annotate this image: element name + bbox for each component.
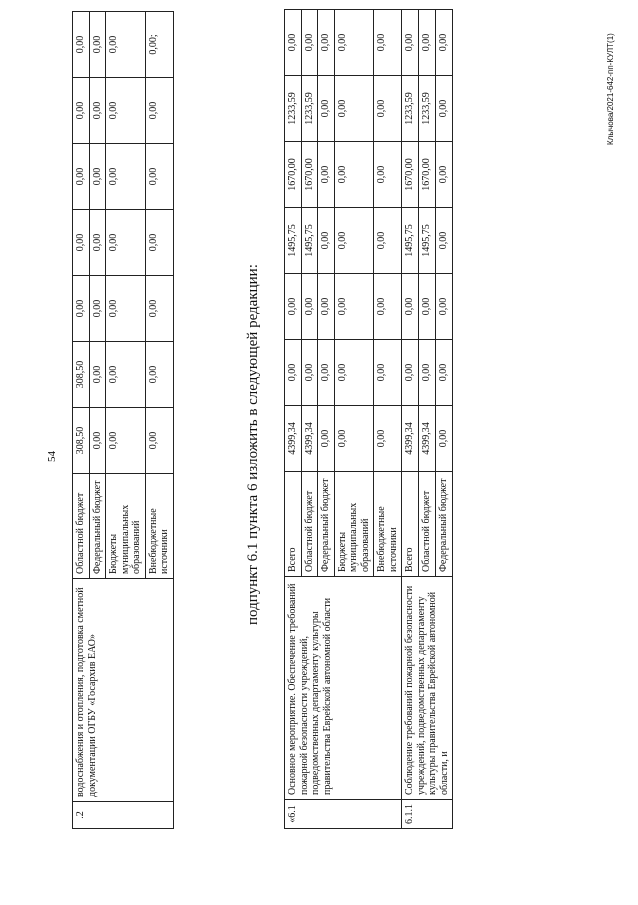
table-row — [285, 10, 302, 829]
value-cell: 308,50 — [73, 342, 90, 408]
value-cell: 0,00 — [73, 12, 90, 78]
value-cell: 4399,34 — [402, 406, 419, 472]
row-code: 6.1.1 — [402, 800, 453, 829]
value-cell: 0,00 — [106, 144, 146, 210]
value-cell: 0,00 — [318, 406, 335, 472]
value-cell: 0,00 — [89, 12, 106, 78]
value-cell: 0,00 — [436, 142, 453, 208]
value-cell: 0,00 — [89, 276, 106, 342]
value-cell: 1670,00 — [402, 142, 419, 208]
value-cell: 0,00 — [301, 274, 318, 340]
section-heading: подпункт 6.1 пункта 6 изложить в следующей редакции: — [245, 264, 261, 625]
value-cell: 0,00 — [89, 210, 106, 276]
value-cell: 0,00 — [318, 340, 335, 406]
funding-source: Всего — [402, 472, 419, 577]
funding-source: Бюджеты муниципальных образований — [106, 474, 146, 579]
value-cell: 0,00 — [285, 340, 302, 406]
value-cell: 4399,34 — [285, 406, 302, 472]
value-cell: 0,00 — [285, 274, 302, 340]
value-cell: 0,00 — [334, 406, 374, 472]
top-budget-table — [72, 11, 174, 829]
funding-source: Федеральный бюджет — [89, 474, 106, 579]
table-row — [402, 10, 419, 829]
value-cell: 0,00 — [334, 340, 374, 406]
value-cell: 0,00 — [318, 208, 335, 274]
value-cell: 0,00 — [89, 342, 106, 408]
value-cell: 1495,75 — [301, 208, 318, 274]
value-cell: 0,00 — [374, 76, 402, 142]
value-cell: 0,00 — [318, 10, 335, 76]
bottom-budget-table — [284, 9, 453, 829]
value-cell: 0,00 — [436, 10, 453, 76]
value-cell: 1670,00 — [285, 142, 302, 208]
value-cell: 0,00 — [419, 274, 436, 340]
row-code: .2 — [73, 802, 174, 829]
value-cell: 0,00 — [374, 208, 402, 274]
value-cell: 0,00 — [436, 406, 453, 472]
value-cell: 0,00 — [334, 10, 374, 76]
funding-source: Бюджеты муниципальных образований — [334, 472, 374, 577]
funding-source: Областной бюджет — [419, 472, 436, 577]
value-cell: 0,00 — [89, 408, 106, 474]
value-cell: 0,00 — [301, 340, 318, 406]
value-cell: 0,00 — [73, 78, 90, 144]
row-code: «6.1 — [285, 800, 402, 829]
value-cell: 0,00 — [374, 10, 402, 76]
value-cell: 0,00 — [374, 340, 402, 406]
document-side-code: Клычова/2021-642-пп-КУЛТ(1) — [606, 33, 615, 145]
value-cell: 0,00 — [106, 78, 146, 144]
value-cell: 0,00; — [145, 12, 173, 78]
funding-source: Всего — [285, 472, 302, 577]
value-cell: 0,00 — [145, 210, 173, 276]
value-cell: 0,00 — [145, 342, 173, 408]
value-cell: 0,00 — [145, 144, 173, 210]
value-cell: 0,00 — [334, 208, 374, 274]
table-row — [73, 12, 90, 829]
value-cell: 0,00 — [419, 340, 436, 406]
value-cell: 0,00 — [73, 276, 90, 342]
row-description: Основное мероприятие. Обеспечение требований пожарной безопасности учреждений, подведомственных департаменту культуры правительства Еврейской автономной области — [285, 577, 402, 800]
value-cell: 0,00 — [318, 274, 335, 340]
value-cell: 0,00 — [106, 276, 146, 342]
page-number: 54 — [46, 451, 58, 462]
value-cell: 0,00 — [436, 76, 453, 142]
funding-source: Внебюджетные источники — [145, 474, 173, 579]
funding-source: Областной бюджет — [301, 472, 318, 577]
value-cell: 0,00 — [318, 142, 335, 208]
value-cell: 0,00 — [89, 78, 106, 144]
value-cell: 0,00 — [334, 274, 374, 340]
row-description: Соблюдение требований пожарной безопасности учреждений, подведомственных департаменту культуры правительства Еврейской автономной области, и — [402, 577, 453, 800]
value-cell: 0,00 — [285, 10, 302, 76]
value-cell: 1670,00 — [419, 142, 436, 208]
value-cell: 0,00 — [145, 276, 173, 342]
value-cell: 0,00 — [301, 10, 318, 76]
value-cell: 0,00 — [73, 144, 90, 210]
value-cell: 1495,75 — [402, 208, 419, 274]
row-description: водоснабжения и отопления, подготовка сметной документации ОГБУ «Госархив ЕАО» — [73, 579, 174, 802]
value-cell: 4399,34 — [419, 406, 436, 472]
funding-source: Внебюджетные источники — [374, 472, 402, 577]
value-cell: 1233,59 — [419, 76, 436, 142]
value-cell: 0,00 — [106, 408, 146, 474]
value-cell: 1495,75 — [285, 208, 302, 274]
value-cell: 1233,59 — [402, 76, 419, 142]
value-cell: 0,00 — [89, 144, 106, 210]
value-cell: 0,00 — [73, 210, 90, 276]
value-cell: 0,00 — [436, 340, 453, 406]
value-cell: 0,00 — [106, 210, 146, 276]
value-cell: 0,00 — [318, 76, 335, 142]
value-cell: 0,00 — [436, 208, 453, 274]
value-cell: 4399,34 — [301, 406, 318, 472]
value-cell: 1233,59 — [285, 76, 302, 142]
value-cell: 0,00 — [374, 274, 402, 340]
funding-source: Областной бюджет — [73, 474, 90, 579]
value-cell: 0,00 — [106, 342, 146, 408]
value-cell: 1495,75 — [419, 208, 436, 274]
value-cell: 0,00 — [436, 274, 453, 340]
value-cell: 0,00 — [402, 274, 419, 340]
value-cell: 0,00 — [402, 340, 419, 406]
value-cell: 0,00 — [402, 10, 419, 76]
value-cell: 0,00 — [419, 10, 436, 76]
value-cell: 0,00 — [145, 78, 173, 144]
value-cell: 0,00 — [334, 142, 374, 208]
value-cell: 0,00 — [145, 408, 173, 474]
funding-source: Федеральный бюджет — [436, 472, 453, 577]
value-cell: 1233,59 — [301, 76, 318, 142]
value-cell: 308,50 — [73, 408, 90, 474]
value-cell: 0,00 — [374, 406, 402, 472]
value-cell: 0,00 — [334, 76, 374, 142]
funding-source: Федеральный бюджет — [318, 472, 335, 577]
value-cell: 0,00 — [106, 12, 146, 78]
value-cell: 0,00 — [374, 142, 402, 208]
value-cell: 1670,00 — [301, 142, 318, 208]
